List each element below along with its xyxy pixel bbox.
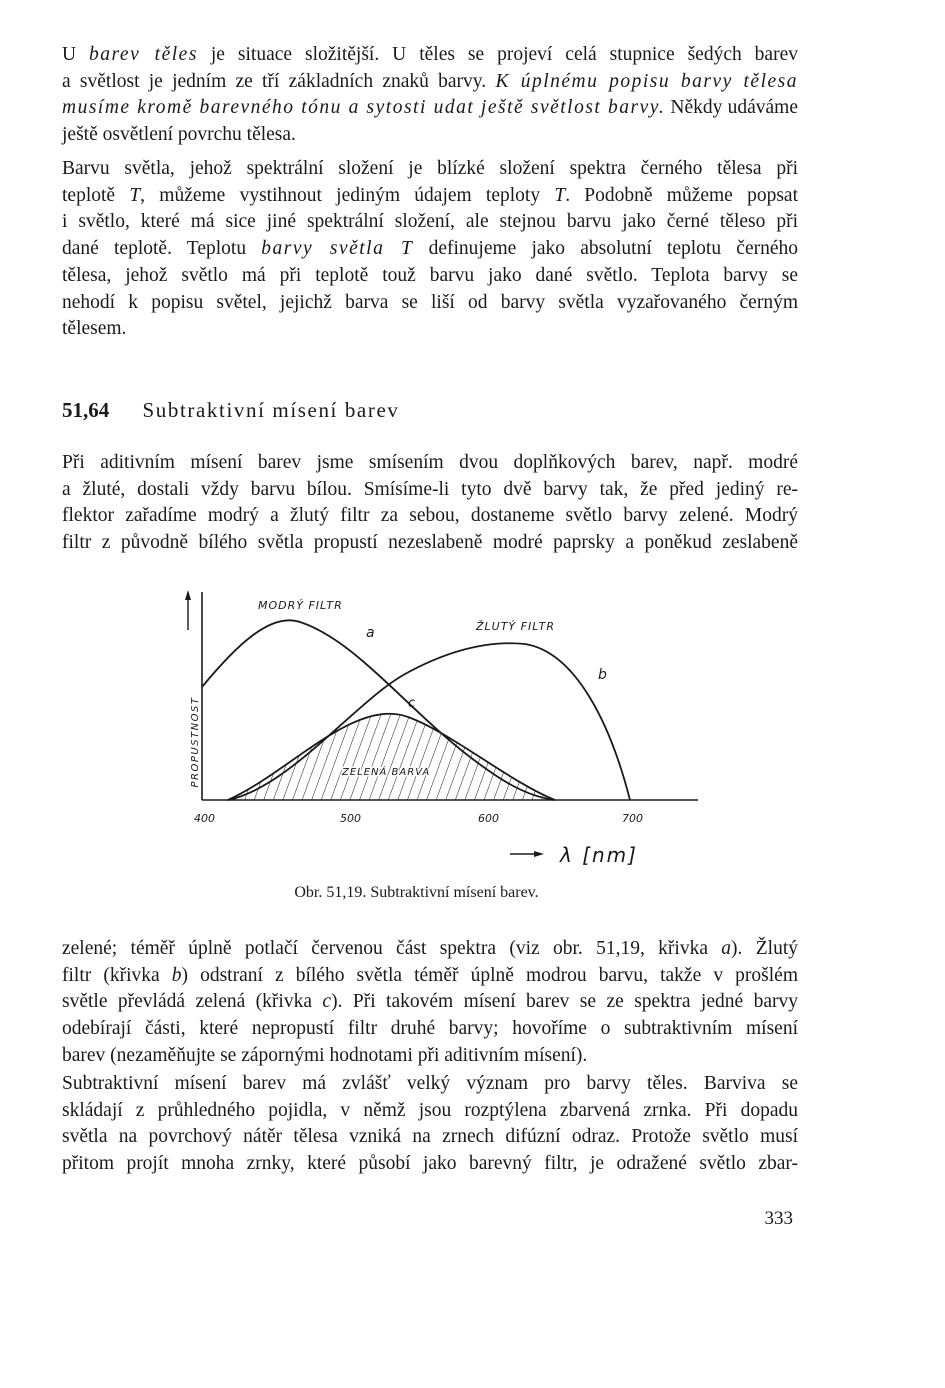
- text-line: Subtraktivní mísení barev má zvlášť velký význam pro barvy těles. Barviva se: [62, 1073, 798, 1094]
- text-line: i světlo, které má sice jiné spektrální složení, ale stejnou barvu jako černé těleso při: [62, 211, 798, 233]
- text-line: tělesem.: [62, 318, 127, 340]
- text-line: U barev těles je situace složitější. U těles se projeví celá stupnice šedých barev: [62, 44, 798, 65]
- text-line: světle převládá zelená (křivka c). Při takovém mísení barev se ze spektra jedné barvy: [62, 991, 798, 1013]
- filter-diagram: [180, 582, 700, 882]
- text-line: skládají z průhledného pojidla, v němž jsou rozptýlena zbarvená zrnka. Při dopadu: [62, 1099, 798, 1121]
- text-line: Barvu světla, jehož spektrální složení je blízké složení spektra černého tělesa při: [62, 158, 798, 179]
- paragraph-color-temperature: [62, 156, 798, 343]
- page-number: 333: [764, 1208, 793, 1229]
- label-curve-a: a: [366, 625, 375, 641]
- label-blue-filter: MODRÝ FILTR: [258, 599, 343, 612]
- figure-subtractive-mixing: [180, 582, 700, 882]
- text-line: odebírají části, které nepropustí filtr druhé barvy; hovoříme o subtraktivním mísení: [62, 1018, 798, 1040]
- text-line: musíme kromě barevného tónu a sytosti udat ještě světlost barvy. Někdy udáváme: [62, 97, 798, 119]
- text-line: zelené; téměř úplně potlačí červenou část spektra (viz obr. 51,19, křivka a). Žlutý: [62, 938, 798, 959]
- paragraph-body-colors: [62, 42, 798, 149]
- label-curve-c: c: [408, 696, 416, 711]
- label-curve-b: b: [598, 667, 607, 683]
- figure-caption: Obr. 51,19. Subtraktivní mísení barev.: [294, 884, 539, 901]
- paragraph-figure-explanation: [62, 936, 798, 1070]
- text-line: flektor zařadíme modrý a žlutý filtr za sebou, dostaneme světlo barvy zelené. Modrý: [62, 505, 798, 527]
- text-line: teplotě T, můžeme vystihnout jediným údajem teploty T. Podobně můžeme popsat: [62, 184, 798, 206]
- paragraph-body-pigments: [62, 1071, 798, 1178]
- text-line: filtr (křivka b) odstraní z bílého světla téměř úplně modrou barvu, takže v prošlém: [62, 964, 798, 986]
- text-line: tělesa, jehož světlo má při teplotě touž barvu jako dané světlo. Teplota barvy se: [62, 264, 798, 286]
- x-arrow-head: [534, 851, 544, 857]
- text-line: a světlost je jedním ze tří základních znaků barvy. K úplnému popisu barvy tělesa: [62, 70, 799, 92]
- xaxis-label: λ [nm]: [560, 843, 638, 867]
- paragraph-subtractive-intro: [62, 450, 798, 557]
- section-heading: [62, 396, 399, 424]
- text-line: barev (nezaměňujte se zápornými hodnotami při aditivním mísení).: [62, 1044, 588, 1066]
- label-green-color: ZELENÁ BARVA: [342, 767, 431, 778]
- text-line: dané teplotě. Teplotu barvy světla T definujeme jako absolutní teplotu černého: [62, 238, 798, 260]
- text-line: nehodí k popisu světel, jejichž barva se liší od barvy světla vyzařovaného černým: [62, 291, 798, 313]
- ylabel: PROPUSTNOST: [190, 696, 201, 788]
- section-title: Subtraktivní mísení barev: [142, 398, 400, 422]
- xtick-400: 400: [194, 812, 215, 825]
- xtick-600: 600: [478, 812, 499, 825]
- xtick-700: 700: [622, 812, 643, 825]
- text-line: Při aditivním mísení barev jsme smísením dvou doplňkových barev, např. modré: [62, 452, 798, 473]
- text-line: přitom projít mnoha zrnky, které působí jako barevný filtr, je odražené světlo zbar-: [62, 1153, 798, 1175]
- text-line: filtr z původně bílého světla propustí nezeslabeně modré paprsky a poněkud zeslabeně: [62, 532, 798, 554]
- green-area-hatch: [228, 714, 555, 800]
- y-arrow-head: [185, 590, 191, 600]
- text-line: světla na povrchový nátěr tělesa vzniká na zrnech difúzní odraz. Protože světlo musí: [62, 1126, 798, 1148]
- text-line: a žluté, dostali vždy barvu bílou. Smísíme-li tyto dvě barvy tak, že před jediný re-: [62, 478, 798, 500]
- text-line: ještě osvětlení povrchu tělesa.: [62, 124, 296, 146]
- xtick-500: 500: [340, 812, 361, 825]
- section-number: 51,64: [62, 398, 110, 422]
- label-yellow-filter: ŽLUTÝ FILTR: [476, 620, 555, 633]
